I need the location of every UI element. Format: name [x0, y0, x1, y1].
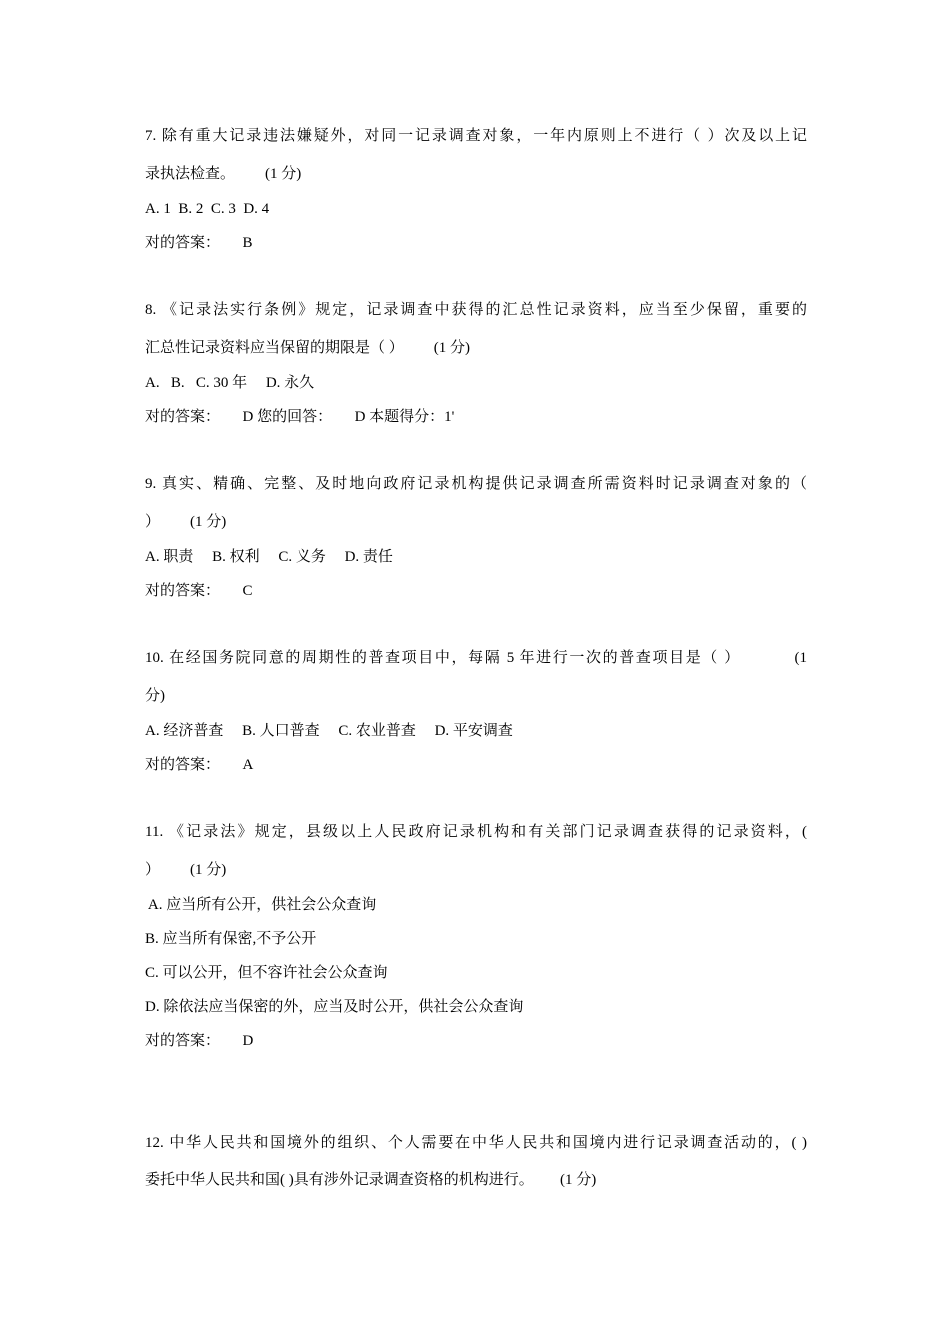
correct-answer: 对的答案： C: [145, 583, 253, 599]
correct-answer: 对的答案： D: [145, 1033, 254, 1049]
question-text: 11. 《记录法》规定，县级以上人民政府记录机构和有关部门记录调查获得的记录资料，(: [145, 824, 807, 840]
question-options: A. 1 B. 2 C. 3 D. 4: [145, 201, 270, 217]
question-text-cont: 录执法检查。 (1 分): [145, 166, 302, 182]
question-text: 7. 除有重大记录违法嫌疑外，对同一记录调查对象，一年内原则上不进行（ ）次及以上记: [145, 128, 807, 144]
correct-answer: 对的答案： B: [145, 235, 253, 251]
question-text-cont: 分): [145, 688, 165, 704]
question-text: 8. 《记录法实行条例》规定，记录调查中获得的汇总性记录资料，应当至少保留，重要的: [145, 302, 807, 318]
question-options: A. 职责 B. 权利 C. 义务 D. 责任: [145, 549, 393, 565]
question-options: A. B. C. 30 年 D. 永久: [145, 375, 315, 391]
question-option-b: B. 应当所有保密,不予公开: [145, 931, 317, 947]
question-text: 10. 在经国务院同意的周期性的普查项目中，每隔 5 年进行一次的普查项目是（ ） (1: [145, 650, 807, 666]
question-option-a: A. 应当所有公开，供社会公众查询: [145, 897, 377, 913]
question-options: A. 经济普查 B. 人口普查 C. 农业普查 D. 平安调查: [145, 723, 513, 739]
question-text-cont: 委托中华人民共和国( )具有涉外记录调查资格的机构进行。 (1 分): [145, 1172, 597, 1188]
correct-answer: 对的答案： A: [145, 757, 254, 773]
question-text: 9. 真实、精确、完整、及时地向政府记录机构提供记录调查所需资料时记录调查对象的（: [145, 476, 807, 492]
question-text-cont: ） (1 分): [145, 862, 227, 878]
question-text-cont: 汇总性记录资料应当保留的期限是（ ） (1 分): [145, 340, 470, 356]
correct-answer: 对的答案： D 您的回答： D 本题得分：1': [145, 409, 455, 425]
question-text: 12. 中华人民共和国境外的组织、个人需要在中华人民共和国境内进行记录调查活动的，( ): [145, 1135, 807, 1151]
question-option-d: D. 除依法应当保密的外，应当及时公开，供社会公众查询: [145, 999, 524, 1015]
question-text-cont: ） (1 分): [145, 514, 227, 530]
question-option-c: C. 可以公开，但不容许社会公众查询: [145, 965, 388, 981]
